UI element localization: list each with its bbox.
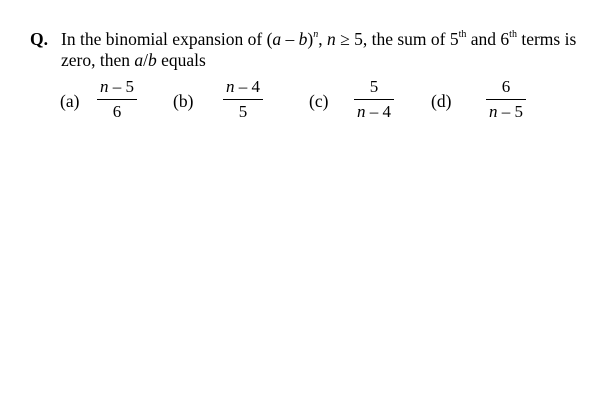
question-text-part: and 6	[466, 29, 510, 49]
numerator-rest: – 5	[108, 77, 134, 96]
option-c-numerator	[354, 77, 394, 97]
denominator-variable: n	[357, 102, 366, 121]
numerator-variable: n	[226, 77, 235, 96]
fraction-bar	[486, 99, 526, 100]
option-d-denominator	[486, 102, 526, 122]
option-c-label[interactable]: (c)	[309, 91, 329, 111]
option-b-numerator	[223, 77, 263, 97]
option-a-numerator	[97, 77, 137, 97]
option-d-fraction[interactable]	[486, 77, 526, 122]
question-block	[30, 29, 590, 71]
option-d-label[interactable]: (d)	[431, 91, 452, 111]
option-b-denominator	[223, 102, 263, 122]
superscript-th: th	[509, 29, 517, 41]
option-a-label[interactable]: (a)	[60, 91, 80, 111]
option-b-fraction[interactable]	[223, 77, 263, 122]
denominator-rest: – 4	[365, 102, 391, 121]
question-text-part: terms is zero, then	[61, 29, 577, 70]
option-b-label[interactable]: (b)	[173, 91, 194, 111]
question-label: Q.	[30, 29, 48, 49]
fraction-bar	[97, 99, 137, 100]
question-text-part: )	[307, 29, 314, 49]
question-text-part: ,	[318, 29, 327, 49]
question-text	[61, 29, 590, 71]
denominator-rest: 5	[238, 102, 248, 121]
question-text-part: In the binomial expansion of (	[61, 29, 273, 49]
variable-n: n	[327, 29, 336, 49]
variable-a: a	[272, 29, 282, 49]
fraction-bar	[223, 99, 263, 100]
exponent-n: n	[313, 29, 319, 41]
numerator-rest: 6	[501, 77, 511, 96]
option-a-denominator	[97, 102, 137, 122]
ratio-slash: /	[143, 50, 148, 70]
numerator-rest: – 4	[234, 77, 260, 96]
answer-options	[60, 77, 590, 127]
denominator-variable: n	[489, 102, 498, 121]
minus-sign: –	[281, 29, 299, 49]
option-a-fraction[interactable]	[97, 77, 137, 122]
fraction-bar	[354, 99, 394, 100]
ratio-b: b	[148, 50, 157, 70]
option-c-fraction[interactable]	[354, 77, 394, 122]
numerator-variable: n	[100, 77, 109, 96]
variable-b: b	[298, 29, 308, 49]
option-d-numerator	[486, 77, 526, 97]
superscript-th: th	[458, 29, 467, 41]
ratio-a: a	[134, 50, 144, 70]
question-text-part: equals	[156, 50, 206, 70]
numerator-rest: 5	[369, 77, 379, 96]
denominator-rest: – 5	[497, 102, 523, 121]
question-text-part: ≥ 5, the sum of 5	[335, 29, 459, 49]
option-c-denominator	[354, 102, 394, 122]
denominator-rest: 6	[112, 102, 122, 121]
